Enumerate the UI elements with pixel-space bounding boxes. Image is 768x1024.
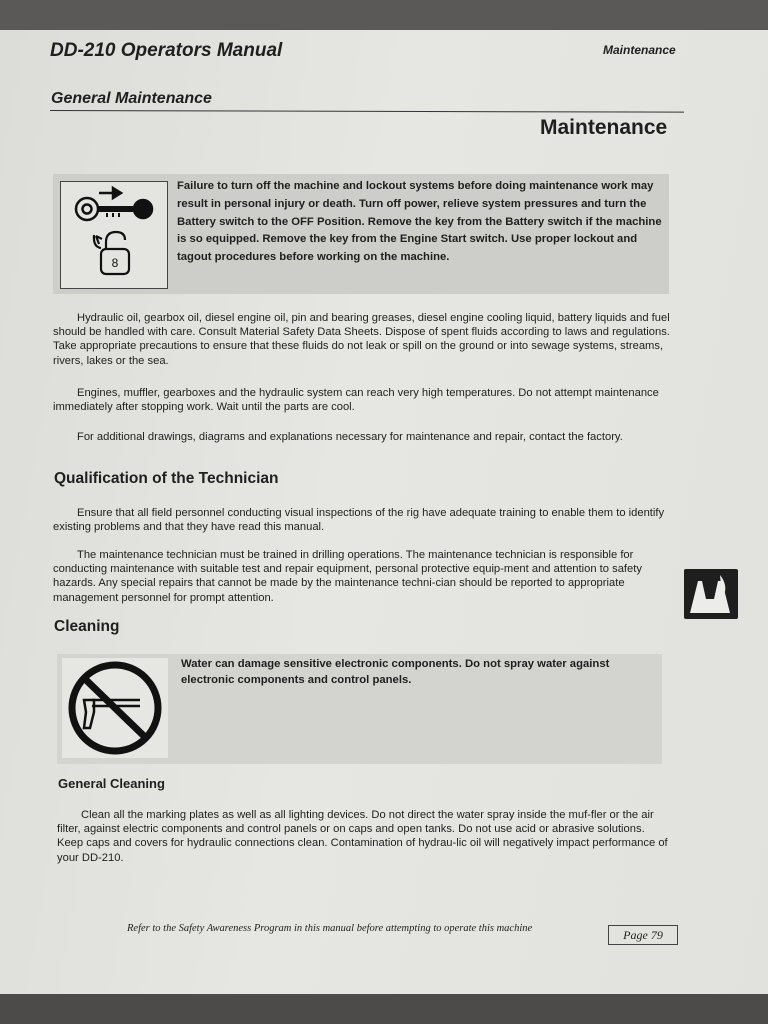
general-cleaning-heading: General Cleaning — [58, 776, 165, 791]
qualification-paragraph-2: The maintenance technician must be trained in drilling operations. The maintenance technician is responsible for conducting maintenance with suitable test and repair equipment, personal protective equip-ment and attention to safety hazards. Any special repairs that cannot be made by the maintenance techni-cian should be reported to appropriate management personnel for prompt attention. — [53, 549, 642, 604]
padlock-icon — [94, 232, 129, 274]
section-label: Maintenance — [603, 43, 676, 57]
maintenance-tab-icon — [684, 569, 738, 619]
lockout-warning-text: Failure to turn off the machine and lockout systems before doing maintenance work may result in personal injury or death. Turn off power, relieve system pressures and turn the Battery switch to the OFF Position. Remove the key from the Battery switch if the machine is so equipped. Remove the key from the Engine Start switch. Use proper lockout and tagout procedures before working on the machine. — [177, 180, 662, 264]
svg-text:8: 8 — [111, 256, 119, 270]
safety-footer-note: Refer to the Safety Awareness Program in this manual before attempting to operate this machine — [127, 923, 533, 934]
manual-title: DD-210 Operators Manual — [50, 40, 283, 61]
general-cleaning-paragraph: Clean all the marking plates as well as all lighting devices. Do not direct the water spray inside the muf-fler or the air filter, against electric components and control panels or on caps and open tanks. Do not use acid or abrasive solutions. Keep caps and covers for hydraulic connections clean. Contamination of hydrau-lic oil will negatively impact performance of your DD-210. — [57, 809, 668, 864]
water-caution-text: Water can damage sensitive electronic components. Do not spray water against electronic components and control panels. — [181, 658, 610, 686]
key-lockout-icon — [76, 188, 152, 220]
photo-top-edge — [0, 0, 768, 30]
factory-contact-paragraph: For additional drawings, diagrams and explanations necessary for maintenance and repair, contact the factory. — [77, 431, 623, 443]
fluids-paragraph: Hydraulic oil, gearbox oil, diesel engine oil, pin and bearing greases, diesel engine cooling liquid, battery liquids and fuel should be handled with care. Consult Material Safety Data Sheets. Dispose of spent fluids according to laws and regulations. Take appropriate precautions to ensure that these fluids do not leak or spill on the ground or into sewage systems, streams, rivers, lakes or the sea. — [53, 312, 670, 367]
qualification-paragraph-1: Ensure that all field personnel conducting visual inspections of the rig have adequate training to enable them to identify existing problems and that they have read this manual. — [53, 507, 665, 534]
lockout-warning-icon — [60, 181, 168, 289]
photo-bottom-edge — [0, 994, 768, 1024]
temperature-paragraph: Engines, muffler, gearboxes and the hydraulic system can reach very high temperatures. Do not attempt maintenance immediately after stopping work. Wait until the parts are cool. — [53, 387, 659, 414]
page-title: Maintenance — [540, 116, 668, 139]
chapter-subtitle: General Maintenance — [51, 90, 212, 107]
no-water-spray-icon — [62, 658, 168, 758]
page-number: Page 79 — [608, 925, 678, 945]
cleaning-heading: Cleaning — [54, 618, 120, 635]
qualification-heading: Qualification of the Technician — [54, 470, 279, 487]
